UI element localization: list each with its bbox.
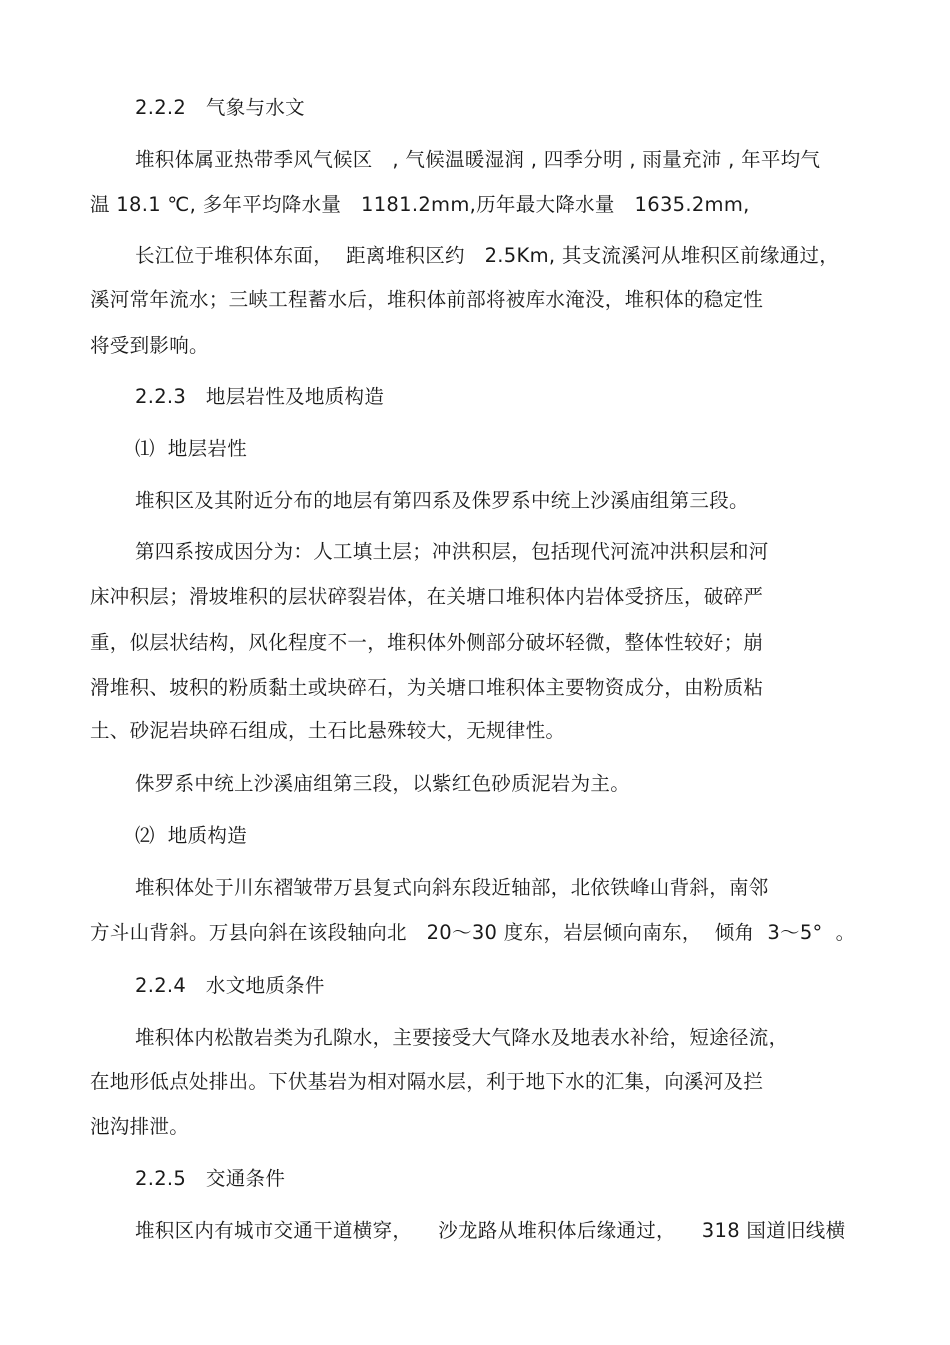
paragraph-line: 土、砂泥岩块碎石组成，土石比悬殊较大，无规律性。 xyxy=(90,719,566,742)
paragraph-line: 堆积体处于川东褶皱带万县复式向斜东段近轴部，北依铁峰山背斜，南邻 xyxy=(135,876,769,899)
paragraph-line: 床冲积层；滑坡堆积的层状碎裂岩体，在关塘口堆积体内岩体受挤压，破碎严 xyxy=(90,585,764,608)
section-heading-2-2-3: 2.2.3 地层岩性及地质构造 xyxy=(135,385,385,408)
subheading-structure: ⑵ 地质构造 xyxy=(135,824,247,847)
paragraph-line: 堆积区及其附近分布的地层有第四系及侏罗系中统上沙溪庙组第三段。 xyxy=(135,489,749,512)
paragraph-line: 重，似层状结构，风化程度不一，堆积体外侧部分破坏轻微，整体性较好；崩 xyxy=(90,631,764,654)
paragraph-line: 堆积体内松散岩类为孔隙水，主要接受大气降水及地表水补给，短途径流， xyxy=(135,1026,789,1049)
section-heading-2-2-4: 2.2.4 水文地质条件 xyxy=(135,974,325,997)
section-heading-2-2-5: 2.2.5 交通条件 xyxy=(135,1167,286,1190)
paragraph-line: 滑堆积、坡积的粉质黏土或块碎石，为关塘口堆积体主要物资成分，由粉质粘 xyxy=(90,676,764,699)
paragraph-line: 第四系按成因分为：人工填土层；冲洪积层，包括现代河流冲洪积层和河 xyxy=(135,540,769,563)
subheading-strata: ⑴ 地层岩性 xyxy=(135,437,247,460)
paragraph-line: 方斗山背斜。万县向斜在该段轴向北 20～30 度东，岩层倾向南东， 倾角 3～5° 。 xyxy=(90,921,856,944)
paragraph-line: 将受到影响。 xyxy=(90,334,209,357)
section-heading-2-2-2: 2.2.2 气象与水文 xyxy=(135,96,305,119)
paragraph-line: 池沟排泄。 xyxy=(90,1115,190,1138)
paragraph-line: 溪河常年流水；三峡工程蓄水后，堆积体前部将被库水淹没，堆积体的稳定性 xyxy=(90,288,764,311)
paragraph-line: 长江位于堆积体东面， 距离堆积区约 2.5Km, 其支流溪河从堆积区前缘通过， xyxy=(135,244,840,267)
paragraph-line: 堆积体属亚热带季风气候区 , 气候温暖湿润 , 四季分明 , 雨量充沛 , 年平均气 xyxy=(135,148,821,171)
paragraph-line: 堆积区内有城市交通干道横穿， 沙龙路从堆积体后缘通过， 318 国道旧线横 xyxy=(135,1219,846,1242)
paragraph-line: 温 18.1 ℃, 多年平均降水量 1181.2mm,历年最大降水量 1635.2mm, xyxy=(90,193,750,216)
paragraph-line: 侏罗系中统上沙溪庙组第三段，以紫红色砂质泥岩为主。 xyxy=(135,772,631,795)
paragraph-line: 在地形低点处排出。下伏基岩为相对隔水层，利于地下水的汇集，向溪河及拦 xyxy=(90,1070,764,1093)
